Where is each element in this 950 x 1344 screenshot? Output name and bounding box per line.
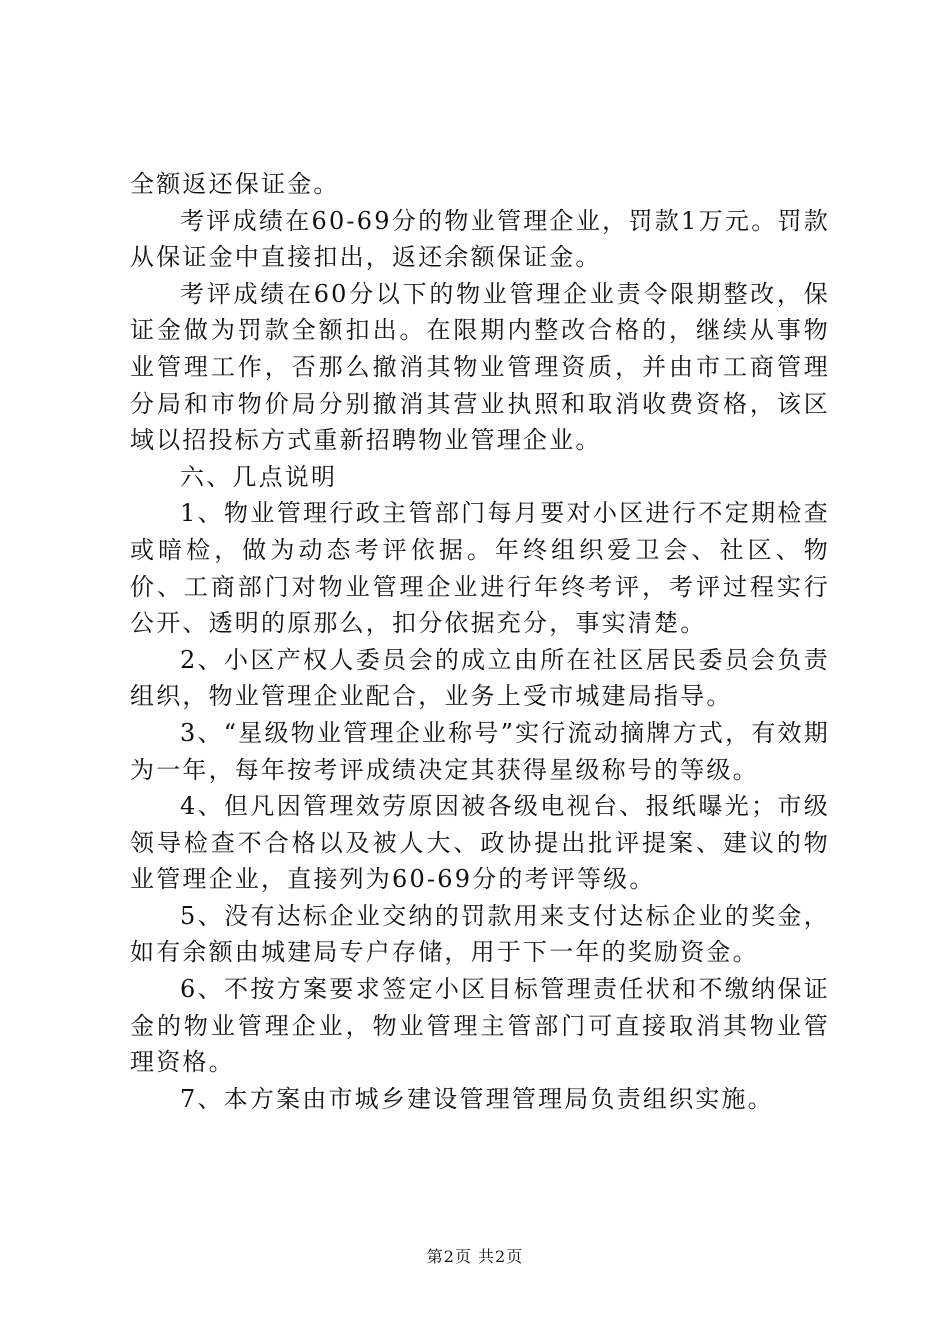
list-item-6: 6、不按方案要求签定小区目标管理责任状和不缴纳保证金的物业管理企业，物业管理主管部门可直接取消其物业管理资格。 [130,975,830,1077]
list-item-3: 3、“星级物业管理企业称号”实行流动摘牌方式，有效期为一年，每年按考评成绩决定其获得星级称号的等级。 [130,718,830,784]
list-item-1: 1、物业管理行政主管部门每月要对小区进行不定期检查或暗检，做为动态考评依据。年终组织爱卫会、社区、物价、工商部门对物业管理企业进行年终考评，考评过程实行公开、透明的原那么，扣分依据充分，事实清楚。 [130,499,830,638]
list-item-7: 7、本方案由市城乡建设管理管理局负责组织实施。 [180,1084,774,1113]
section-heading-6: 六、几点说明 [180,462,338,491]
paragraph-1: 全额返还保证金。 [130,170,340,198]
paragraph-2: 考评成绩在60-69分的物业管理企业，罚款1万元。罚款从保证金中直接扣出，返还余额保证金。 [130,206,830,272]
list-item-2: 2、小区产权人委员会的成立由所在社区居民委员会负责组织，物业管理企业配合，业务上受市城建局指导。 [130,645,830,711]
list-item-5: 5、没有达标企业交纳的罚款用来支付达标企业的奖金，如有余额由城建局专户存储，用于下一年的奖励资金。 [130,901,830,967]
page-footer [0,1244,950,1267]
page-number-label: 第2页 共2页 [426,1247,524,1266]
document-body [130,166,830,1117]
paragraph-3: 考评成绩在60分以下的物业管理企业责令限期整改，保证金做为罚款全额扣出。在限期内整改合格的，继续从事物业管理工作，否那么撤消其物业管理资质，并由市工商管理分局和市物价局分别撤消其营业执照和取消收费资格，该区域以招投标方式重新招聘物业管理企业。 [130,279,830,455]
list-item-4: 4、但凡因管理效劳原因被各级电视台、报纸曝光；市级领导检查不合格以及被人大、政协提出批评提案、建议的物业管理企业，直接列为60-69分的考评等级。 [130,792,830,894]
